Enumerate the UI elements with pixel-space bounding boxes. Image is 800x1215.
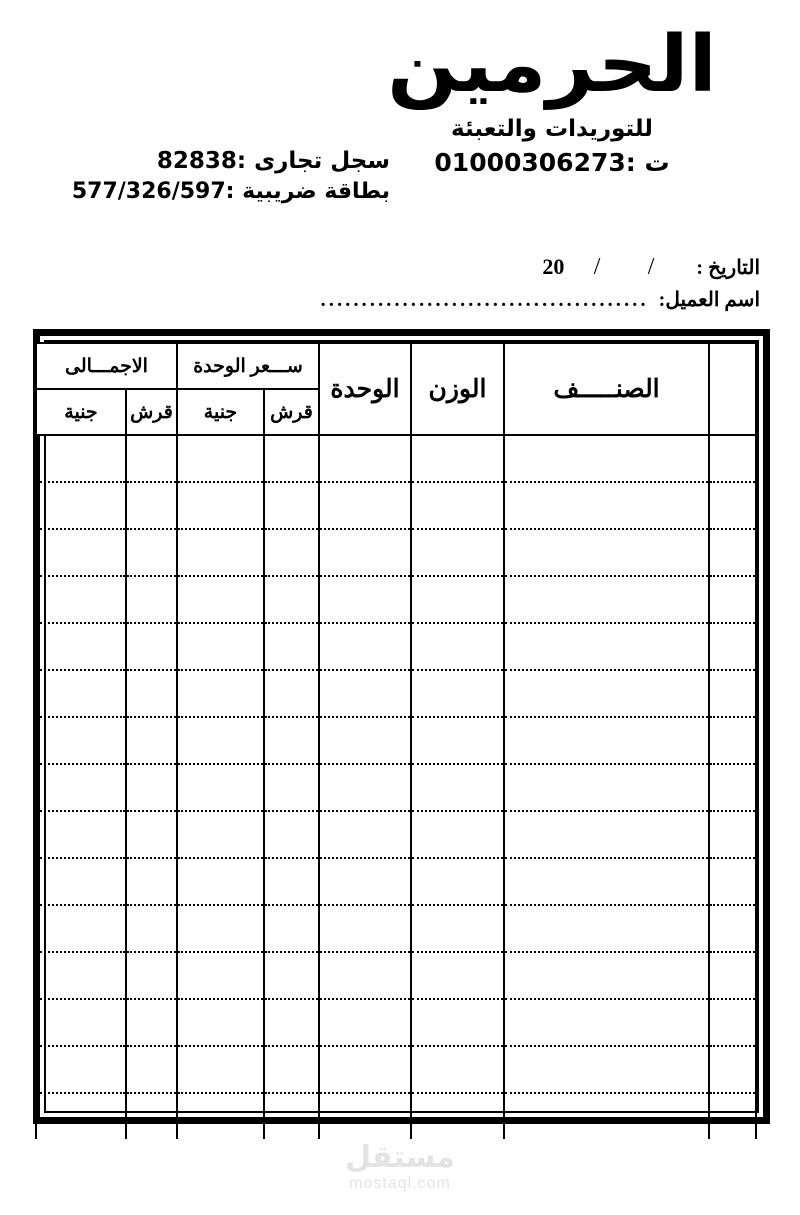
table-cell-total_gineh[interactable] <box>36 482 126 529</box>
table-cell-unit_price_qirsh[interactable] <box>264 1046 319 1093</box>
table-cell-unit[interactable] <box>319 905 411 952</box>
company-phone: ت :01000306273 <box>434 148 670 177</box>
table-cell-unit_price_qirsh[interactable] <box>264 905 319 952</box>
table-cell-total_gineh[interactable] <box>36 623 126 670</box>
table-cell-unit_price_gineh[interactable] <box>177 764 264 811</box>
table-cell-index[interactable] <box>709 482 756 529</box>
table-row[interactable] <box>36 858 756 905</box>
company-tagline: للتوريدات والتعبئة <box>451 116 653 142</box>
table-row[interactable] <box>36 576 756 623</box>
invoice-meta <box>40 254 760 312</box>
table-cell-item[interactable] <box>504 858 709 905</box>
table-cell-unit_price_gineh[interactable] <box>177 1046 264 1093</box>
column-header-total: الاجمـــالى <box>36 343 177 389</box>
table-cell-total_qirsh[interactable] <box>126 670 177 717</box>
table-cell-item[interactable] <box>504 670 709 717</box>
table-cell-index[interactable] <box>709 623 756 670</box>
date-slash-day: \ <box>648 254 655 280</box>
table-row[interactable] <box>36 670 756 717</box>
date-slash-month: \ <box>594 254 601 280</box>
registration-info <box>71 148 390 204</box>
table-row[interactable] <box>36 1093 756 1139</box>
table-cell-unit[interactable] <box>319 1046 411 1093</box>
table-cell-total_gineh[interactable] <box>36 952 126 999</box>
customer-name-label: اسم العميل: <box>658 289 760 311</box>
table-cell-total_qirsh[interactable] <box>126 576 177 623</box>
date-year-prefix: 20 <box>542 254 565 279</box>
table-row[interactable] <box>36 482 756 529</box>
table-cell-unit_price_qirsh[interactable] <box>264 999 319 1046</box>
table-cell-unit_price_gineh[interactable] <box>177 670 264 717</box>
table-cell-weight[interactable] <box>411 952 504 999</box>
table-cell-weight[interactable] <box>411 811 504 858</box>
table-cell-unit_price_gineh[interactable] <box>177 811 264 858</box>
table-cell-index[interactable] <box>709 999 756 1046</box>
date-label: التاريخ : <box>696 257 760 279</box>
table-cell-unit_price_qirsh[interactable] <box>264 811 319 858</box>
mostaql-watermark <box>0 1140 800 1193</box>
column-header-item: الصنـــــف <box>504 343 709 435</box>
table-cell-unit[interactable] <box>319 952 411 999</box>
table-cell-unit[interactable] <box>319 999 411 1046</box>
table-cell-item[interactable] <box>504 1046 709 1093</box>
table-cell-item[interactable] <box>504 576 709 623</box>
table-cell-weight[interactable] <box>411 1093 504 1139</box>
table-cell-weight[interactable] <box>411 717 504 764</box>
table-cell-total_qirsh[interactable] <box>126 435 177 482</box>
column-header-weight: الوزن <box>411 343 504 435</box>
table-cell-total_gineh[interactable] <box>36 1093 126 1139</box>
table-cell-total_gineh[interactable] <box>36 905 126 952</box>
table-row[interactable] <box>36 905 756 952</box>
table-cell-unit_price_gineh[interactable] <box>177 1093 264 1139</box>
table-cell-weight[interactable] <box>411 905 504 952</box>
table-cell-unit[interactable] <box>319 670 411 717</box>
table-cell-item[interactable] <box>504 717 709 764</box>
table-cell-total_qirsh[interactable] <box>126 529 177 576</box>
company-logo: الحرمين <box>387 20 717 110</box>
table-cell-unit_price_qirsh[interactable] <box>264 670 319 717</box>
column-header-unit-price-qirsh: قرش <box>264 389 319 435</box>
table-cell-total_gineh[interactable] <box>36 529 126 576</box>
table-cell-item[interactable] <box>504 1093 709 1139</box>
table-cell-unit_price_gineh[interactable] <box>177 435 264 482</box>
table-cell-unit[interactable] <box>319 529 411 576</box>
table-cell-total_qirsh[interactable] <box>126 1046 177 1093</box>
table-cell-total_qirsh[interactable] <box>126 811 177 858</box>
table-row[interactable] <box>36 717 756 764</box>
table-cell-total_gineh[interactable] <box>36 811 126 858</box>
table-cell-total_qirsh[interactable] <box>126 952 177 999</box>
table-cell-total_gineh[interactable] <box>36 576 126 623</box>
table-cell-unit_price_gineh[interactable] <box>177 576 264 623</box>
table-cell-unit[interactable] <box>319 576 411 623</box>
table-cell-total_qirsh[interactable] <box>126 482 177 529</box>
column-header-unit-price-gineh: جنية <box>177 389 264 435</box>
table-cell-index[interactable] <box>709 952 756 999</box>
table-cell-unit[interactable] <box>319 482 411 529</box>
table-cell-unit_price_gineh[interactable] <box>177 952 264 999</box>
table-cell-unit_price_qirsh[interactable] <box>264 952 319 999</box>
tax-card-line: بطاقة ضريبية :577/326/597 <box>71 179 390 204</box>
date-row <box>40 254 760 281</box>
table-cell-unit_price_qirsh[interactable] <box>264 1093 319 1139</box>
table-cell-total_gineh[interactable] <box>36 435 126 482</box>
table-cell-index[interactable] <box>709 811 756 858</box>
table-cell-unit_price_gineh[interactable] <box>177 858 264 905</box>
table-cell-unit_price_qirsh[interactable] <box>264 435 319 482</box>
table-cell-total_qirsh[interactable] <box>126 905 177 952</box>
column-header-unit-price: ســـعر الوحدة <box>177 343 319 389</box>
table-row[interactable] <box>36 623 756 670</box>
table-cell-weight[interactable] <box>411 1046 504 1093</box>
column-header-total-qirsh: قرش <box>126 389 177 435</box>
table-cell-unit_price_gineh[interactable] <box>177 999 264 1046</box>
table-row[interactable] <box>36 811 756 858</box>
table-cell-unit_price_qirsh[interactable] <box>264 482 319 529</box>
table-cell-item[interactable] <box>504 905 709 952</box>
table-cell-total_qirsh[interactable] <box>126 1093 177 1139</box>
table-cell-unit_price_qirsh[interactable] <box>264 764 319 811</box>
table-row[interactable] <box>36 952 756 999</box>
table-cell-total_gineh[interactable] <box>36 670 126 717</box>
table-cell-unit_price_qirsh[interactable] <box>264 576 319 623</box>
customer-row <box>40 287 760 312</box>
table-row[interactable] <box>36 529 756 576</box>
watermark-latin-text: mostaql.com <box>349 1175 451 1192</box>
items-table-frame <box>33 329 770 1124</box>
table-cell-weight[interactable] <box>411 999 504 1046</box>
table-cell-unit[interactable] <box>319 811 411 858</box>
table-cell-weight[interactable] <box>411 435 504 482</box>
table-row[interactable] <box>36 764 756 811</box>
table-row[interactable] <box>36 1046 756 1093</box>
table-cell-total_gineh[interactable] <box>36 717 126 764</box>
watermark-arabic-text: مستقل <box>345 1140 455 1175</box>
table-row[interactable] <box>36 999 756 1046</box>
table-cell-index[interactable] <box>709 717 756 764</box>
table-cell-item[interactable] <box>504 482 709 529</box>
table-cell-index[interactable] <box>709 1093 756 1139</box>
table-cell-unit[interactable] <box>319 435 411 482</box>
items-table-header-row-1 <box>36 343 756 389</box>
table-cell-index[interactable] <box>709 576 756 623</box>
table-cell-total_qirsh[interactable] <box>126 858 177 905</box>
table-cell-weight[interactable] <box>411 529 504 576</box>
column-header-unit: الوحدة <box>319 343 411 435</box>
table-cell-total_qirsh[interactable] <box>126 999 177 1046</box>
items-table-inner-frame <box>44 340 759 1113</box>
table-cell-item[interactable] <box>504 764 709 811</box>
table-cell-item[interactable] <box>504 529 709 576</box>
table-cell-index[interactable] <box>709 858 756 905</box>
table-cell-total_gineh[interactable] <box>36 1046 126 1093</box>
table-cell-weight[interactable] <box>411 576 504 623</box>
table-cell-total_qirsh[interactable] <box>126 623 177 670</box>
table-cell-index[interactable] <box>709 529 756 576</box>
table-cell-unit_price_qirsh[interactable] <box>264 717 319 764</box>
column-header-total-gineh: جنية <box>36 389 126 435</box>
date-input-slots[interactable] <box>542 254 678 281</box>
table-cell-index[interactable] <box>709 670 756 717</box>
table-cell-weight[interactable] <box>411 764 504 811</box>
table-cell-weight[interactable] <box>411 482 504 529</box>
table-cell-total_gineh[interactable] <box>36 764 126 811</box>
table-cell-total_gineh[interactable] <box>36 858 126 905</box>
table-cell-unit_price_gineh[interactable] <box>177 717 264 764</box>
table-cell-index[interactable] <box>709 435 756 482</box>
items-table-head <box>36 343 756 435</box>
table-cell-unit[interactable] <box>319 623 411 670</box>
table-cell-unit_price_gineh[interactable] <box>177 529 264 576</box>
table-cell-unit_price_qirsh[interactable] <box>264 623 319 670</box>
table-cell-weight[interactable] <box>411 623 504 670</box>
company-branding <box>342 20 762 177</box>
table-cell-total_qirsh[interactable] <box>126 717 177 764</box>
table-cell-unit[interactable] <box>319 717 411 764</box>
table-cell-unit_price_gineh[interactable] <box>177 623 264 670</box>
table-cell-item[interactable] <box>504 623 709 670</box>
table-cell-weight[interactable] <box>411 670 504 717</box>
items-table-body <box>36 435 756 1139</box>
table-cell-unit_price_qirsh[interactable] <box>264 529 319 576</box>
table-cell-item[interactable] <box>504 435 709 482</box>
table-cell-unit[interactable] <box>319 1093 411 1139</box>
table-cell-unit[interactable] <box>319 764 411 811</box>
table-row[interactable] <box>36 435 756 482</box>
column-header-index <box>709 343 756 435</box>
items-table <box>35 342 757 1139</box>
table-cell-item[interactable] <box>504 999 709 1046</box>
commercial-register-line: سجل تجارى :82838 <box>156 148 390 174</box>
table-cell-item[interactable] <box>504 811 709 858</box>
table-cell-unit_price_gineh[interactable] <box>177 482 264 529</box>
table-cell-weight[interactable] <box>411 858 504 905</box>
table-cell-item[interactable] <box>504 952 709 999</box>
table-cell-index[interactable] <box>709 764 756 811</box>
table-cell-total_qirsh[interactable] <box>126 764 177 811</box>
table-cell-unit_price_qirsh[interactable] <box>264 858 319 905</box>
table-cell-unit[interactable] <box>319 858 411 905</box>
table-cell-index[interactable] <box>709 1046 756 1093</box>
table-cell-unit_price_gineh[interactable] <box>177 905 264 952</box>
table-cell-total_gineh[interactable] <box>36 999 126 1046</box>
customer-name-field[interactable]: ........................................ <box>320 289 649 311</box>
table-cell-index[interactable] <box>709 905 756 952</box>
